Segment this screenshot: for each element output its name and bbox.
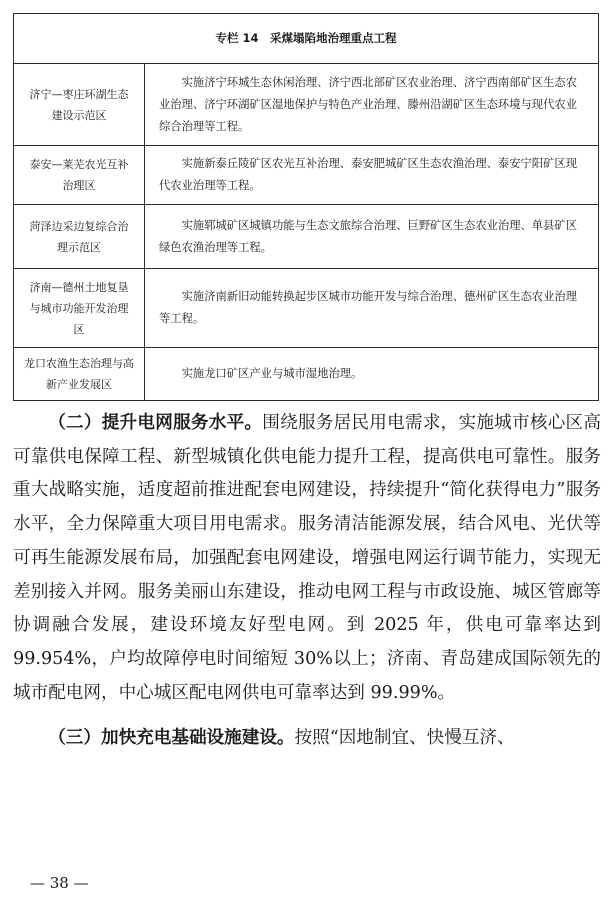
- row-name: 济南—德州土地复垦与城市功能开发治理区: [14, 269, 145, 347]
- row-desc: 实施郓城矿区城镇功能与生态文旅综合治理、巨野矿区生态农业治理、单县矿区绿色农渔治理等工程。: [159, 218, 577, 254]
- row-desc: 实施龙口矿区产业与城市湿地治理。: [181, 367, 363, 380]
- row-name: 泰安—莱芜农光互补治理区: [14, 146, 145, 204]
- paragraph-charging: [13, 721, 601, 756]
- table-row: [14, 269, 598, 348]
- paragraph-heading: （三）加快充电基础设施建设。: [48, 727, 295, 749]
- body-text: [13, 406, 601, 756]
- paragraph-text: 围绕服务居民用电需求，实施城市核心区高可靠供电保障工程、新型城镇化供电能力提升工程，提高供电可靠性。服务重大战略实施，适度超前推进配套电网建设，持续提升“简化获得电力”服务水平，全力保障重大项目用电需求。服务清洁能源发展，结合风电、光伏等可再生能源发展布局，加强配套电网建设，增强电网运行调节能力，实现无差别接入并网。服务美丽山东建设，推动电网工程与市政设施、城区管廊等协调融合发展，建设环境友好型电网。到 2025 年，供电可靠率达到 99.954%，户均故障停电时间缩短 30%以上；济南、青岛建成国际领先的城市配电网，中心城区配电网供电可靠率达到 99.99%。: [13, 413, 601, 703]
- paragraph-heading: （二）提升电网服务水平。: [48, 412, 263, 433]
- page-number: — 38 —: [30, 874, 89, 892]
- paragraph-text: 按照“因地制宜、快慢互济、: [294, 728, 515, 749]
- project-table: [13, 13, 599, 401]
- table-title: 专栏 14 采煤塌陷地治理重点工程: [14, 14, 598, 64]
- row-desc: 实施济南新旧动能转换起步区城市功能开发与综合治理、德州矿区生态农业治理等工程。: [159, 290, 577, 325]
- paragraph-grid-service: [13, 406, 601, 710]
- row-name: 龙口农渔生态治理与高新产业发展区: [14, 348, 145, 400]
- table-row: [14, 205, 598, 269]
- table-row: [14, 64, 598, 146]
- row-desc: 实施新泰丘陵矿区农光互补治理、泰安肥城矿区生态农渔治理、泰安宁阳矿区现代农业治理等工程。: [159, 157, 577, 192]
- table-row: [14, 146, 598, 205]
- table-row: [14, 348, 598, 400]
- row-name: 菏泽边采边复综合治理示范区: [14, 205, 145, 268]
- row-name: 济宁—枣庄环湖生态建设示范区: [14, 64, 145, 145]
- row-desc: 实施济宁环城生态休闲治理、济宁西北部矿区农业治理、济宁西南部矿区生态农业治理、济宁环湖矿区湿地保护与特色产业治理、滕州沿湖矿区生态环境与现代农业综合治理等工程。: [159, 75, 577, 133]
